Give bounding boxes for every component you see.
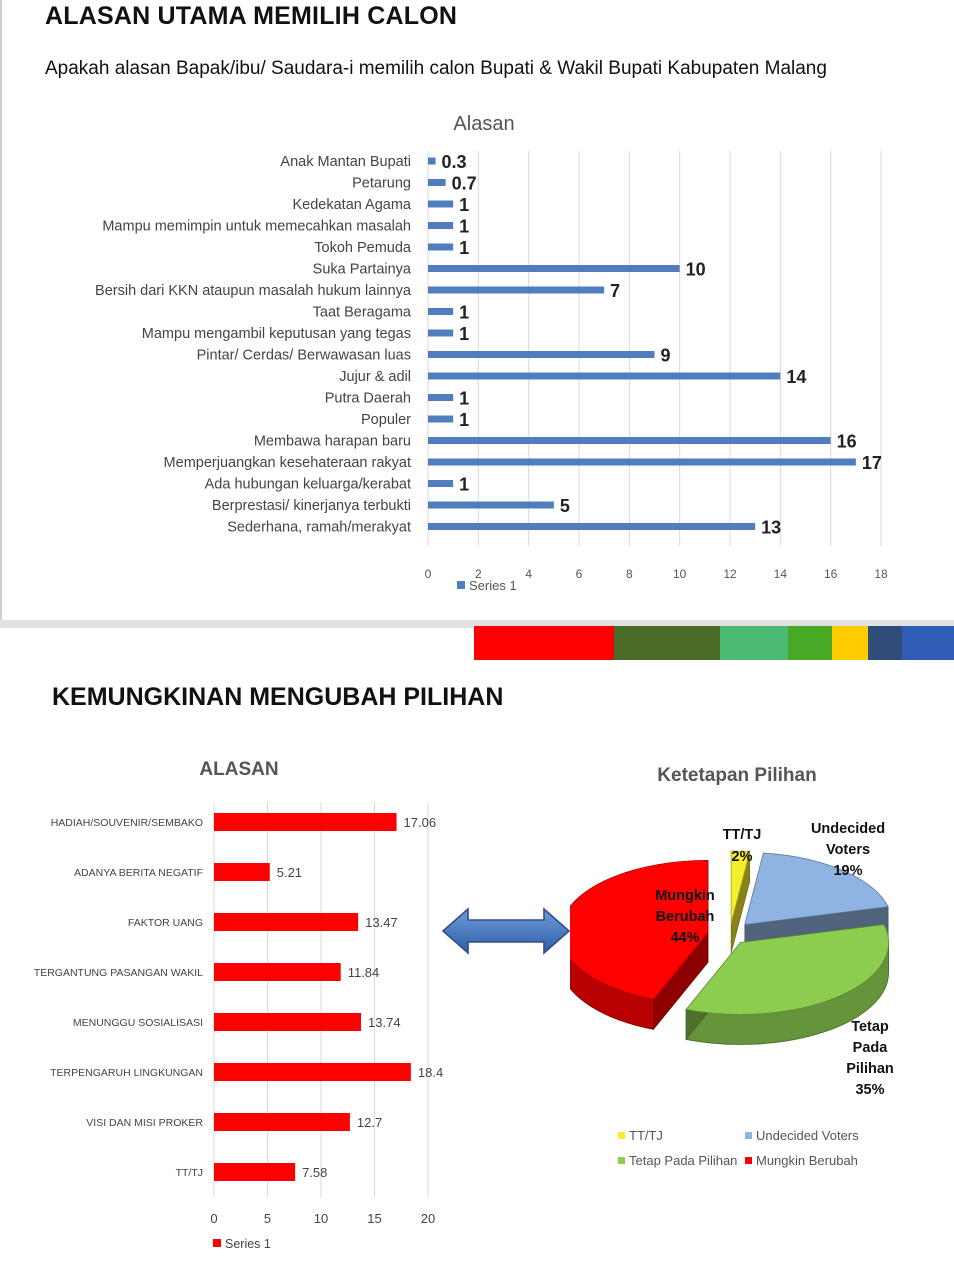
category-label: Mampu memimpin untuk memecahkan masalah bbox=[102, 218, 411, 235]
category-label: Pintar/ Cerdas/ Berwawasan luas bbox=[196, 347, 411, 364]
category-label: Populer bbox=[361, 412, 411, 428]
legend-label: Undecided Voters bbox=[756, 1128, 859, 1143]
color-strip bbox=[474, 626, 954, 660]
category-label: TT/TJ bbox=[175, 1167, 203, 1179]
bar-kedekatan-agama bbox=[428, 201, 453, 208]
category-label: Petarung bbox=[352, 175, 411, 192]
legend-swatch bbox=[745, 1132, 752, 1139]
category-label: Jujur & adil bbox=[339, 369, 411, 385]
data-label: 1 bbox=[459, 195, 470, 215]
data-label: 1 bbox=[459, 216, 470, 237]
bar-petarung bbox=[428, 179, 446, 186]
color-strip-block bbox=[902, 626, 954, 660]
category-label: Kedekatan Agama bbox=[292, 197, 411, 213]
bar-terpengaruh-lingkungan bbox=[214, 1063, 411, 1081]
data-label: 17.06 bbox=[403, 815, 437, 830]
legend-swatch bbox=[457, 581, 465, 589]
chart-title: Ketetapan Pilihan bbox=[657, 765, 817, 786]
data-label: 12.7 bbox=[356, 1115, 383, 1130]
data-label: 18.4 bbox=[417, 1065, 444, 1080]
data-label: 1 bbox=[459, 410, 470, 430]
legend-swatch bbox=[618, 1132, 625, 1139]
data-label: 17 bbox=[861, 453, 882, 473]
data-label: 13 bbox=[761, 517, 782, 538]
bar-hadiah-souvenir-sembako bbox=[214, 813, 397, 831]
data-label: 10 bbox=[685, 259, 706, 280]
bar-menunggu-sosialisasi bbox=[214, 1013, 361, 1031]
data-label: 5 bbox=[559, 496, 570, 516]
legend-label: TT/TJ bbox=[629, 1128, 663, 1143]
x-tick-label: 15 bbox=[367, 1211, 382, 1226]
chart-alasan-mengubah bbox=[0, 745, 470, 1270]
bar-sederhana-ramah-merakyat bbox=[428, 523, 755, 530]
category-label: Putra Daerah bbox=[324, 390, 411, 407]
bar-visi-dan-misi-proker bbox=[214, 1113, 350, 1131]
x-tick-label: 10 bbox=[672, 567, 687, 581]
data-label: 0.7 bbox=[451, 173, 477, 194]
category-label: MENUNGGU SOSIALISASI bbox=[72, 1017, 203, 1029]
data-label: 7 bbox=[610, 281, 621, 301]
category-label: Taat Beragama bbox=[312, 304, 411, 321]
x-tick-label: 8 bbox=[625, 567, 633, 581]
data-label: 14 bbox=[786, 367, 807, 387]
category-label: TERPENGARUH LINGKUNGAN bbox=[50, 1067, 203, 1079]
category-label: Ada hubungan keluarga/kerabat bbox=[204, 476, 411, 493]
bar-adanya-berita-negatif bbox=[214, 863, 270, 881]
x-tick-label: 14 bbox=[773, 567, 788, 581]
category-label: HADIAH/SOUVENIR/SEMBAKO bbox=[50, 817, 203, 829]
data-label: 1 bbox=[459, 474, 470, 495]
bar-populer bbox=[428, 416, 453, 423]
pie-label-tetap-pada-pilihan bbox=[846, 1019, 894, 1098]
category-label: Suka Partainya bbox=[312, 261, 411, 278]
x-tick-label: 0 bbox=[424, 567, 432, 581]
category-label: FAKTOR UANG bbox=[127, 917, 203, 929]
category-label: Tokoh Pemuda bbox=[314, 240, 411, 256]
data-label: 11.84 bbox=[347, 965, 380, 980]
double-headed-arrow-icon bbox=[440, 905, 572, 957]
x-tick-label: 2 bbox=[474, 567, 482, 581]
category-label: TERGANTUNG PASANGAN WAKIL bbox=[33, 967, 203, 979]
x-tick-label: 16 bbox=[823, 567, 838, 581]
legend-swatch bbox=[618, 1157, 625, 1164]
svg-text:Mungkin: Mungkin bbox=[655, 888, 715, 904]
x-tick-label: 4 bbox=[525, 567, 533, 581]
bar-membawa-harapan-baru bbox=[428, 437, 831, 444]
svg-text:Berubah: Berubah bbox=[655, 909, 715, 925]
bar-tergantung-pasangan-wakil bbox=[214, 963, 341, 981]
color-strip-block bbox=[788, 626, 832, 660]
legend-label: Series 1 bbox=[225, 1237, 271, 1251]
section-title: KEMUNGKINAN MENGUBAH PILIHAN bbox=[52, 683, 504, 711]
svg-text:Pilihan: Pilihan bbox=[846, 1061, 894, 1077]
legend-label: Series 1 bbox=[469, 578, 517, 593]
color-strip-block bbox=[614, 626, 720, 660]
svg-text:Pada: Pada bbox=[852, 1040, 888, 1056]
chart-title: ALASAN bbox=[199, 759, 279, 780]
color-strip-block bbox=[474, 626, 614, 660]
category-label: Anak Mantan Bupati bbox=[280, 154, 411, 170]
bar-memperjuangkan-kesehateraan-rakyat bbox=[428, 459, 856, 466]
bar-anak-mantan-bupati bbox=[428, 158, 436, 165]
pie-percent: 19% bbox=[833, 863, 863, 879]
data-label: 9 bbox=[660, 345, 671, 366]
x-tick-label: 6 bbox=[575, 567, 583, 581]
category-label: VISI DAN MISI PROKER bbox=[86, 1117, 203, 1129]
bar-suka-partainya bbox=[428, 265, 680, 272]
category-label: Sederhana, ramah/merakyat bbox=[227, 519, 411, 536]
svg-text:Voters: Voters bbox=[825, 842, 871, 858]
data-label: 0.3 bbox=[441, 152, 467, 172]
legend-swatch bbox=[213, 1239, 221, 1247]
bar-mampu-mengambil-keputusan-yang-tegas bbox=[428, 330, 453, 337]
data-label: 1 bbox=[459, 238, 470, 258]
bar-mampu-memimpin-untuk-memecahkan-masalah bbox=[428, 222, 453, 229]
data-label: 16 bbox=[836, 431, 857, 452]
data-label: 1 bbox=[459, 388, 470, 409]
chart-title: Alasan bbox=[453, 113, 515, 135]
data-label: 13.74 bbox=[368, 1015, 401, 1030]
x-tick-label: 5 bbox=[263, 1211, 272, 1226]
pie-chart-ketetapan bbox=[570, 755, 954, 1185]
data-label: 1 bbox=[459, 324, 470, 344]
legend-label: Mungkin Berubah bbox=[756, 1153, 858, 1168]
bar-pintar-cerdas-berwawasan-luas bbox=[428, 351, 655, 358]
x-tick-label: 0 bbox=[210, 1211, 218, 1226]
bar-jujur-adil bbox=[428, 373, 780, 380]
category-label: Membawa harapan baru bbox=[253, 433, 411, 450]
x-tick-label: 12 bbox=[723, 567, 737, 581]
category-label: Memperjuangkan kesehateraan rakyat bbox=[163, 455, 411, 471]
data-label: 5.21 bbox=[276, 865, 303, 880]
svg-text:Undecided: Undecided bbox=[810, 821, 886, 837]
page-title: ALASAN UTAMA MEMILIH CALON bbox=[45, 2, 458, 30]
survey-question: Apakah alasan Bapak/ibu/ Saudara-i memilih calon Bupati & Wakil Bupati Kabupaten Malang bbox=[45, 58, 827, 79]
color-strip-block bbox=[832, 626, 868, 660]
bar-tokoh-pemuda bbox=[428, 244, 453, 251]
chart-alasan-memilih bbox=[0, 105, 954, 605]
bar-berprestasi-kinerjanya-terbukti bbox=[428, 502, 554, 509]
pie-label-tt-tj bbox=[723, 827, 762, 865]
x-tick-label: 20 bbox=[420, 1211, 436, 1226]
legend-label: Tetap Pada Pilihan bbox=[629, 1153, 738, 1168]
category-label: ADANYA BERITA NEGATIF bbox=[74, 867, 203, 879]
category-label: Mampu mengambil keputusan yang tegas bbox=[141, 326, 411, 342]
bar-bersih-dari-kkn-ataupun-masalah-hukum-lainnya bbox=[428, 287, 604, 294]
pie-percent: 44% bbox=[670, 930, 700, 946]
bar-tt-tj bbox=[214, 1163, 295, 1181]
category-label: Berprestasi/ kinerjanya terbukti bbox=[211, 498, 411, 514]
color-strip-block bbox=[720, 626, 788, 660]
bar-putra-daerah bbox=[428, 394, 453, 401]
pie-percent: 2% bbox=[731, 849, 753, 865]
svg-text:TT/TJ: TT/TJ bbox=[722, 827, 762, 843]
x-tick-label: 10 bbox=[313, 1211, 329, 1226]
pie-percent: 35% bbox=[855, 1082, 885, 1098]
bar-taat-beragama bbox=[428, 308, 453, 315]
color-strip-block bbox=[868, 626, 902, 660]
data-label: 1 bbox=[459, 302, 470, 323]
data-label: 7.58 bbox=[302, 1165, 328, 1180]
data-label: 13.47 bbox=[365, 915, 398, 930]
bar-faktor-uang bbox=[214, 913, 358, 931]
svg-text:Tetap: Tetap bbox=[851, 1019, 889, 1035]
category-label: Bersih dari KKN ataupun masalah hukum lainnya bbox=[95, 283, 411, 299]
legend-swatch bbox=[745, 1157, 752, 1164]
bar-ada-hubungan-keluarga-kerabat bbox=[428, 480, 453, 487]
x-tick-label: 18 bbox=[874, 567, 888, 581]
